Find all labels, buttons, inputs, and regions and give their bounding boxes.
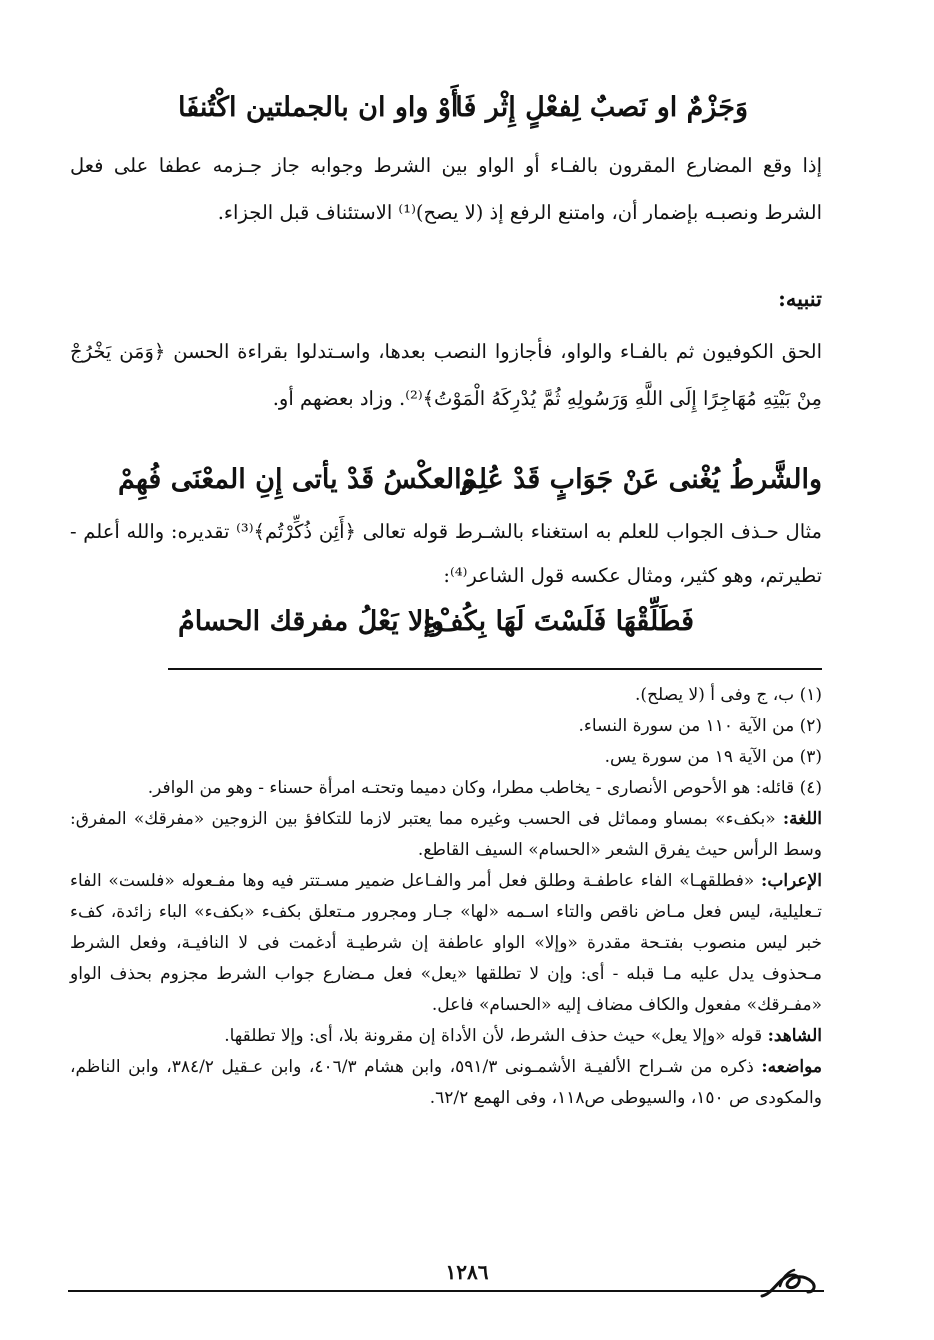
note-shahid [70,1021,822,1052]
note-irab-text: «فطلقهـا» الفاء عاطفـة وطلق فعل أمر والفـاعل ضمير مسـتتر فيه وها مفـعوله «فلست» الفاء تـعليلية، ليس فعل مـاض ناقص والتاء اسـمه «لها» جـار ومجرور مـتعلق بكفء «بكفء» الباء زائدة، كفء خبر ليس منصوب بفتـحة مقدرة «وإلا» الواو عاطفة إن شرطيـة أدغمت فى لا النافيـة، وفعل الشرط مـحذوف يدل عليه مـا قبله - أى: وإن لا تطلقها «يعل» فعل مـضارع جواب الشرط مجزوم بحذف الواو «مفـرقك» مفعول والكاف مضاف إليه «الحسام» فاعل. [70,871,822,1015]
bottom-rule [68,1290,824,1292]
note-irab-label: الإعراب: [761,871,822,891]
ornament-mark-icon [758,1266,820,1302]
verse-1-second-hemistich: أَوْ واو ان بالجملتين اكْتُنفَا [178,92,459,123]
note-shahid-label: الشاهد: [767,1026,822,1046]
paragraph-3: مثال حـذف الجواب للعلم به استغناء بالشـرط قوله تعالى ﴿أَئِن ذُكِّرْتُم﴾⁽³⁾ تقديره: والله أعلم - تطيرتم، وهو كثير، ومثال عكسه قول الشاعر⁽⁴⁾: [70,520,822,587]
verse-1-first-hemistich: وَجَزْمٌ او نَصبٌ لِفعْلٍ إِثْر فَا [455,92,748,123]
verse-2-second-hemistich: والعكْسُ قَدْ يأتى إِنِ المعْنَى فُهِمْ [118,464,475,495]
page-number: ١٢٨٦ [445,1260,489,1284]
note-mawadi-label: مواضعه: [761,1057,823,1077]
verse-2-first-hemistich: والشَّرطُ يُغْنى عَنْ جَوَابٍ قَدْ عُلِمْ [460,464,822,495]
note-mawadi [70,1052,822,1114]
footnotes [70,680,822,1114]
footnote-3: (٣) من الآية ١٩ من سورة يس. [604,747,822,767]
footnote-1: (١) ب، ج وفى أ (لا يصلح). [635,685,822,705]
note-lugha-text: «بكفء» بمساو ومماثل فى الحسب وغيره مما يعتبر لازما للتكافؤ بين الزوجين «مفرقك» المفرق: وسط الرأس حيث يفرق الشعر «الحسام» السيف القاطع. [70,809,822,860]
note-lugha-label: اللغة: [782,809,822,829]
verse-3-second-hemistich: وإلا يَعْلُ مفرقك الحسامُ [178,606,444,637]
footnote-2: (٢) من الآية ١١٠ من سورة النساء. [578,716,822,736]
note-lugha [70,804,822,866]
section-heading: تنبيه: [778,286,822,311]
footnote-4: (٤) قائله: هو الأحوص الأنصارى - يخاطب مطرا، وكان دميما وتحتـه امرأة حسناء - وهو من الوافر. [147,778,822,798]
verse-3-first-hemistich: فَطَلِّقْهَا فَلَسْتَ لَهَا بِكُفْءٍ [423,606,694,637]
note-irab [70,866,822,1021]
paragraph-1: إذا وقع المضارع المقرون بالفـاء أو الواو بين الشرط وجوابه جاز جـزمه عطفا على فعل الشرط ونصبـه بإضمار أن، وامتنع الرفع إذ (لا يصح)⁽¹⁾ الاستئناف قبل الجزاء. [70,154,822,224]
note-mawadi-text: ذكره من شـراح الألفيـة الأشمـونى ٥٩١/٣، وابن هشام ٤٠٦/٣، وابن عـقيل ٣٨٤/٢، وابن الناظم، والمكودى ص ١٥٠، والسيوطى ص١١٨، وفى الهمع ٦٢/٢. [70,1057,822,1108]
note-shahid-text: قوله «وإلا يعل» حيث حذف الشرط، لأن الأداة إن مقرونة بلا، أى: وإلا تطلقها. [224,1026,763,1046]
footnote-separator [168,668,822,670]
paragraph-2: الحق الكوفيون ثم بالفـاء والواو، فأجازوا النصب بعدها، واسـتدلوا بقراءة الحسن ﴿وَمَن يَخْرُجْ مِنْ بَيْتِهِ مُهَاجِرًا إِلَى اللَّهِ وَرَسُولِهِ ثُمَّ يُدْرِكَهُ الْمَوْتُ﴾⁽²⁾. وزاد بعضهم أو. [70,340,822,410]
